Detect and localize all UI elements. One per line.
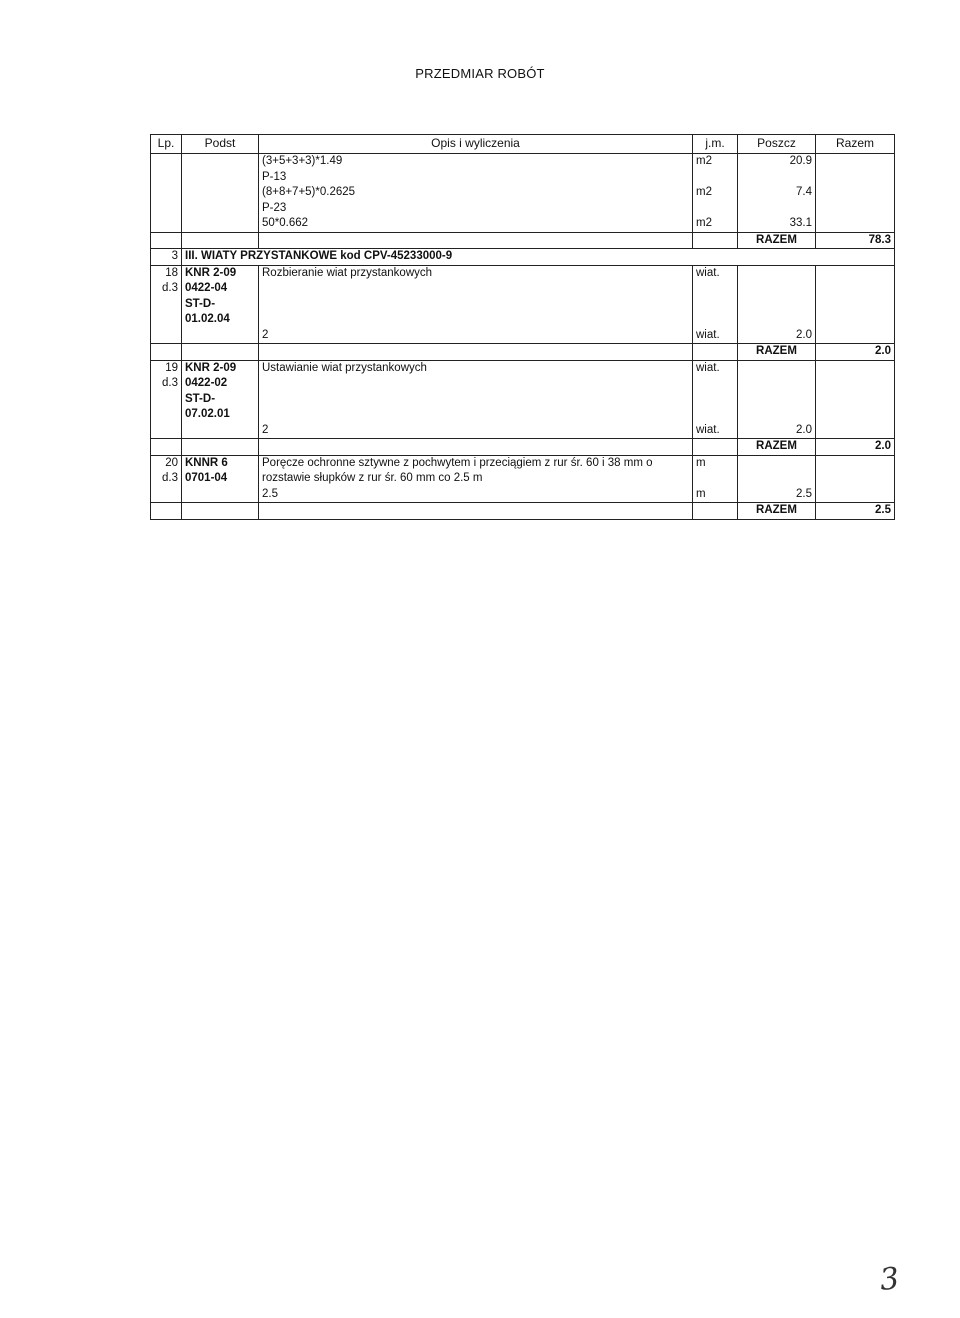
basis-code: 0701-04	[182, 471, 259, 487]
item-number: 19	[151, 360, 182, 376]
quantity-cell: 2.0	[738, 328, 816, 344]
item-number: 18	[151, 265, 182, 281]
basis-code: 07.02.01	[182, 407, 259, 423]
basis-code: ST-D-	[182, 297, 259, 313]
table-row	[151, 455, 895, 471]
calc-cell: (3+5+3+3)*1.49	[259, 154, 693, 170]
sum-row	[151, 503, 895, 520]
razem-label: RAZEM	[738, 503, 816, 520]
item-description-cont: rozstawie słupków z rur śr. 60 mm co 2.5 m	[259, 471, 693, 487]
calc-cell: 2	[259, 328, 693, 344]
header-podst: Podst	[182, 135, 259, 154]
razem-label: RAZEM	[738, 232, 816, 249]
sum-row	[151, 344, 895, 361]
calc-cell: P-23	[259, 201, 693, 217]
item-sub: d.3	[151, 376, 182, 392]
basis-code: KNR 2-09	[182, 360, 259, 376]
unit-cell: wiat.	[693, 423, 738, 439]
table-row	[151, 392, 895, 408]
page-title: PRZEDMIAR ROBÓT	[415, 66, 545, 81]
header-poszcz: Poszcz	[738, 135, 816, 154]
item-description: Ustawianie wiat przystankowych	[259, 360, 693, 376]
quantity-cell: 20.9	[738, 154, 816, 170]
razem-value: 2.0	[816, 344, 895, 361]
section-title: III. WIATY PRZYSTANKOWE kod CPV-45233000-9	[182, 249, 895, 266]
table-row	[151, 376, 895, 392]
basis-code: 01.02.04	[182, 312, 259, 328]
razem-value: 2.5	[816, 503, 895, 520]
unit-cell: m	[693, 455, 738, 471]
header-jm: j.m.	[693, 135, 738, 154]
table-row	[151, 297, 895, 313]
razem-label: RAZEM	[738, 439, 816, 456]
razem-value: 2.0	[816, 439, 895, 456]
item-sub: d.3	[151, 281, 182, 297]
table-header-row	[151, 135, 895, 154]
quantity-cell: 2.0	[738, 423, 816, 439]
sum-row	[151, 439, 895, 456]
table-row	[151, 201, 895, 217]
table-row	[151, 216, 895, 232]
item-sub: d.3	[151, 471, 182, 487]
table-row	[151, 423, 895, 439]
basis-code: ST-D-	[182, 392, 259, 408]
table-row	[151, 170, 895, 186]
table-row	[151, 265, 895, 281]
table-row	[151, 471, 895, 487]
table-row	[151, 487, 895, 503]
calc-cell: 50*0.662	[259, 216, 693, 232]
quantity-cell: 2.5	[738, 487, 816, 503]
przedmiar-table	[150, 134, 895, 520]
header-lp: Lp.	[151, 135, 182, 154]
basis-code: KNR 2-09	[182, 265, 259, 281]
quantity-cell: 7.4	[738, 185, 816, 201]
unit-cell: m2	[693, 216, 738, 232]
basis-code: 0422-04	[182, 281, 259, 297]
unit-cell: m2	[693, 185, 738, 201]
table-row	[151, 407, 895, 423]
header-opis: Opis i wyliczenia	[259, 135, 693, 154]
section-row	[151, 249, 895, 266]
table-row	[151, 328, 895, 344]
razem-value: 78.3	[816, 232, 895, 249]
sum-row	[151, 232, 895, 249]
item-description: Poręcze ochronne sztywne z pochwytem i przeciągiem z rur śr. 60 i 38 mm o	[259, 455, 693, 471]
calc-cell: (8+8+7+5)*0.2625	[259, 185, 693, 201]
quantity-cell: 33.1	[738, 216, 816, 232]
handwritten-page-number: 3	[878, 1261, 901, 1298]
table-row	[151, 154, 895, 170]
razem-label: RAZEM	[738, 344, 816, 361]
section-number: 3	[151, 249, 182, 266]
item-description: Rozbieranie wiat przystankowych	[259, 265, 693, 281]
table-row	[151, 281, 895, 297]
table-row	[151, 360, 895, 376]
item-number: 20	[151, 455, 182, 471]
unit-cell: m	[693, 487, 738, 503]
unit-cell: wiat.	[693, 265, 738, 281]
header-razem: Razem	[816, 135, 895, 154]
unit-cell: m2	[693, 154, 738, 170]
unit-cell: wiat.	[693, 328, 738, 344]
calc-cell: P-13	[259, 170, 693, 186]
calc-cell: 2	[259, 423, 693, 439]
basis-code: 0422-02	[182, 376, 259, 392]
table-row	[151, 312, 895, 328]
calc-cell: 2.5	[259, 487, 693, 503]
basis-code: KNNR 6	[182, 455, 259, 471]
unit-cell: wiat.	[693, 360, 738, 376]
table-row	[151, 185, 895, 201]
